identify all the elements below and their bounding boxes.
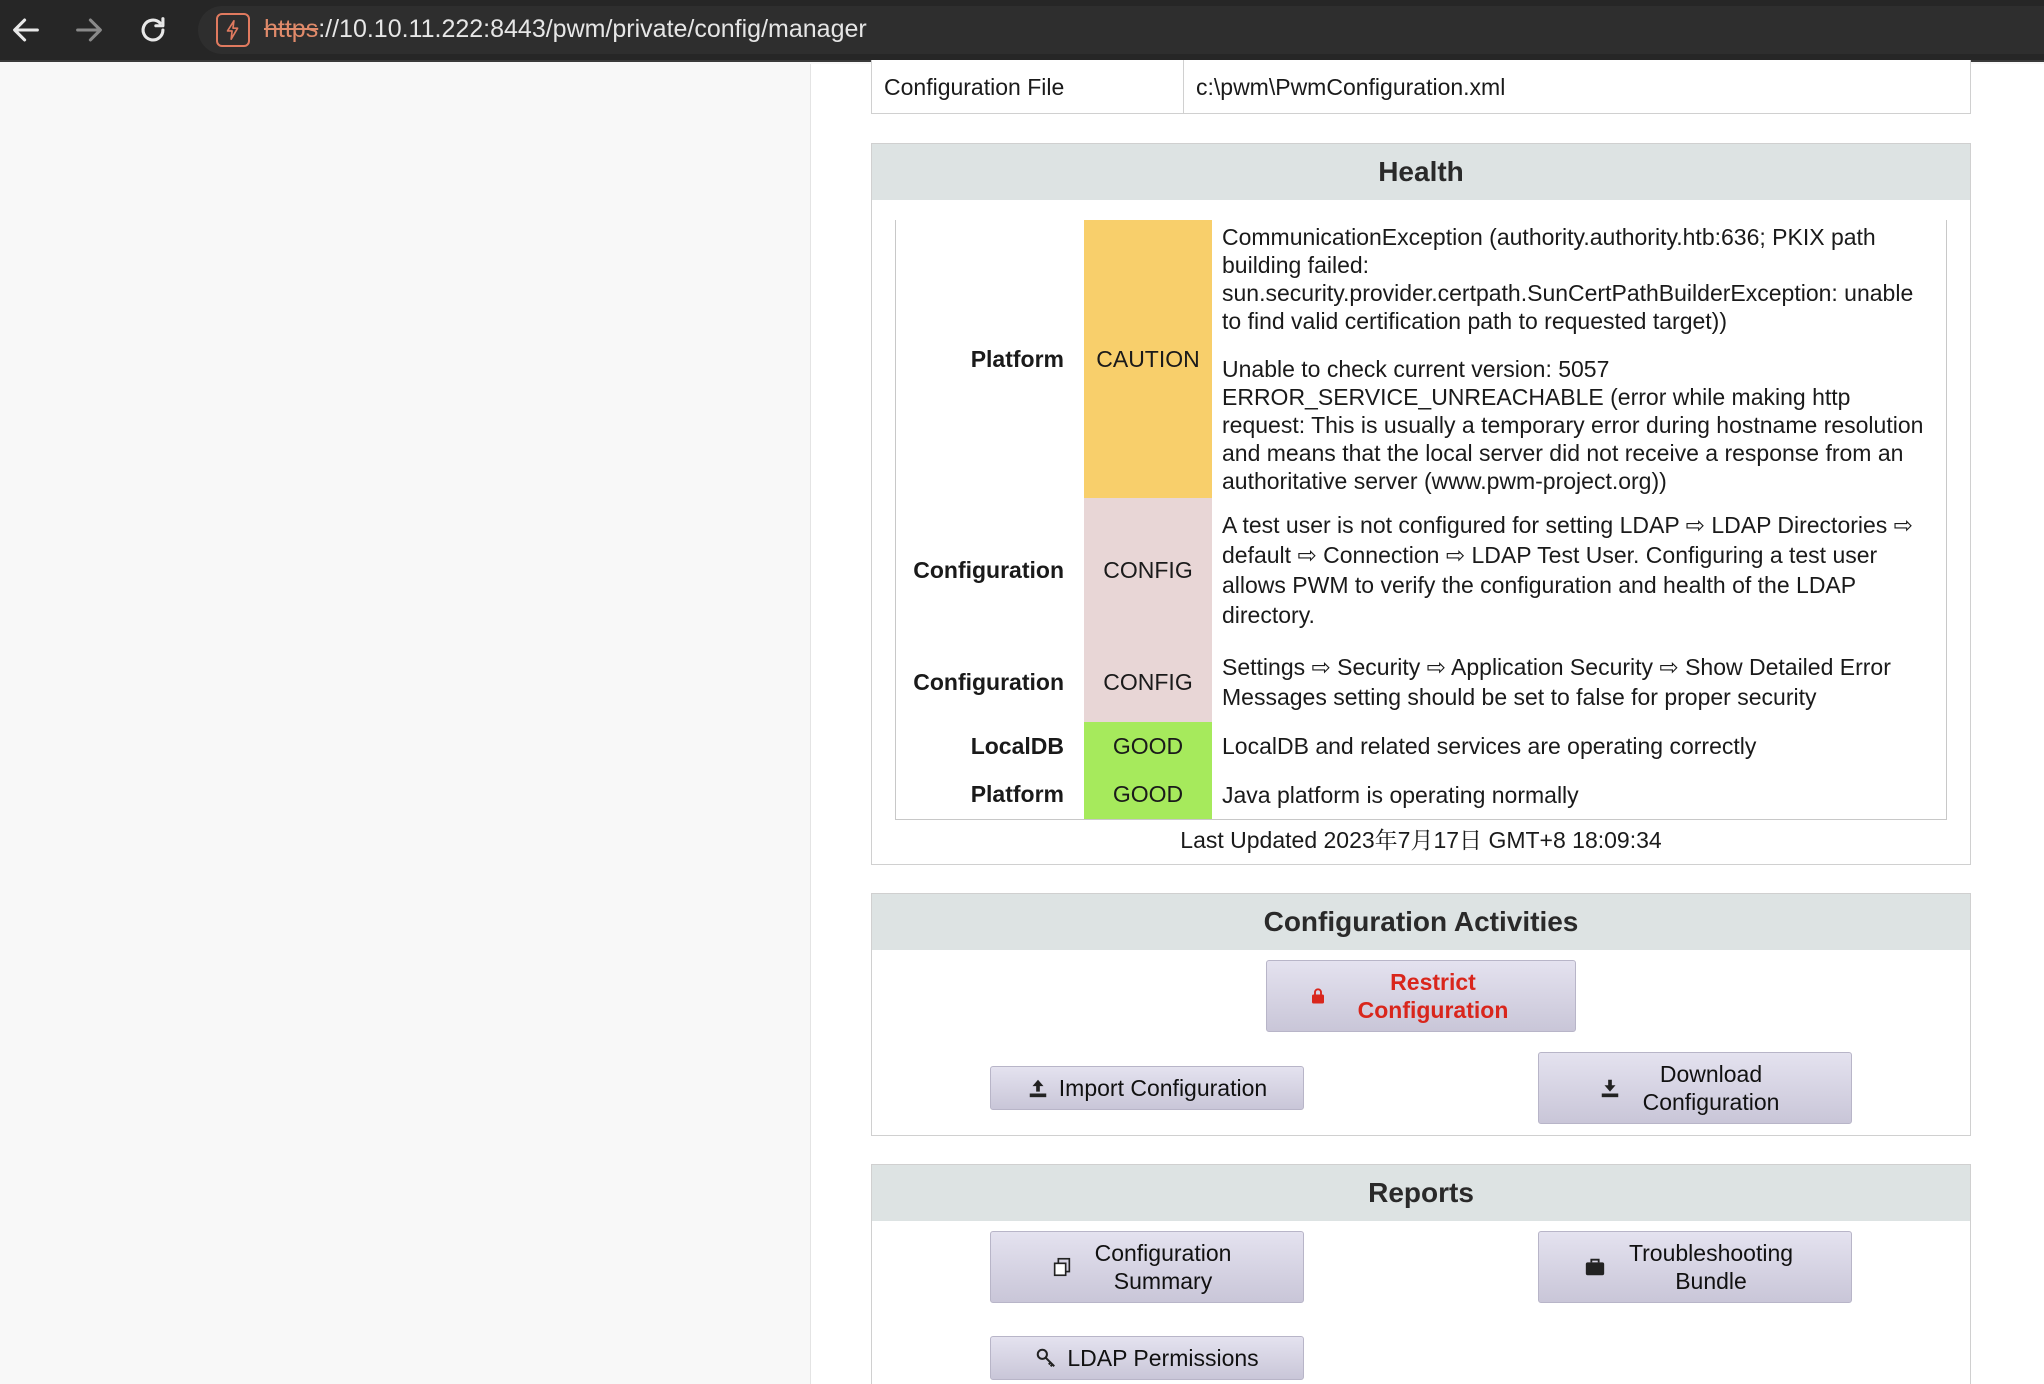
health-detail [1212, 770, 1946, 819]
health-section [871, 143, 1971, 865]
reports-title: Reports [872, 1165, 1970, 1221]
health-topic: Platform [970, 345, 1064, 372]
import-configuration-button[interactable] [990, 1066, 1304, 1110]
health-row [896, 722, 1946, 770]
status-badge: CONFIG [1084, 498, 1212, 642]
health-message: A test user is not configured for setting LDAP ⇨ LDAP Directories ⇨ default ⇨ Connection ⇨ LDAP Test User. Configuring a test user allows PWM to verify the configuration and health of the LDAP directory. [1222, 512, 1913, 628]
reload-button[interactable] [131, 8, 175, 52]
restrict-configuration-label: Restrict Configuration [1357, 969, 1509, 1023]
config-file-label: Configuration File [872, 60, 1184, 113]
insecure-site-icon[interactable] [216, 13, 250, 47]
browser-toolbar [0, 0, 2044, 62]
status-badge: CAUTION [1084, 220, 1212, 498]
health-message: CommunicationException (authority.authority.htb:636; PKIX path building failed: sun.security.provider.certpath.SunCertPathBuilderException: unable to find valid certification path to requested target)) [1222, 224, 1914, 334]
health-table [895, 220, 1947, 820]
health-message: Unable to check current version: 5057 ERROR_SERVICE_UNREACHABLE (error while making http request: This is usually a temporary error during hostname resolution and means that the local server did not receive a response from an authoritative server (www.pwm-project.org)) [1222, 356, 1924, 494]
ldap-permissions-button[interactable] [990, 1336, 1304, 1380]
download-configuration-button[interactable] [1538, 1052, 1852, 1124]
health-topic: Configuration [913, 556, 1064, 583]
forward-button[interactable] [67, 8, 111, 52]
url-path: ://10.10.11.222:8443/pwm/private/config/manager [318, 15, 867, 43]
briefcase-icon [1584, 1256, 1606, 1278]
health-row [896, 220, 1946, 498]
status-badge: GOOD [1084, 770, 1212, 819]
arrow-left-icon [9, 13, 43, 47]
health-message: Settings ⇨ Security ⇨ Application Security ⇨ Show Detailed Error Messages setting should be set to false for proper security [1222, 654, 1891, 710]
left-empty-pane [0, 64, 810, 1384]
config-file-value: c:\pwm\PwmConfiguration.xml [1196, 74, 1506, 100]
health-title: Health [872, 144, 1970, 200]
back-button[interactable] [4, 8, 48, 52]
health-detail [1212, 498, 1946, 642]
health-detail [1212, 642, 1946, 722]
health-topic: Platform [970, 781, 1064, 807]
health-row [896, 498, 1946, 642]
download-configuration-label: Download Configuration [1642, 1061, 1780, 1115]
copy-icon [1051, 1256, 1073, 1278]
health-row [896, 642, 1946, 722]
health-topic: LocalDB [970, 732, 1064, 759]
download-icon [1599, 1077, 1621, 1099]
upload-icon [1027, 1077, 1049, 1099]
health-detail [1212, 722, 1946, 770]
status-badge: GOOD [1084, 722, 1212, 770]
config-file-row [871, 60, 1971, 114]
lock-icon [1309, 987, 1327, 1005]
arrow-right-icon [72, 13, 106, 47]
url-scheme: https [264, 15, 319, 43]
reports-section [871, 1164, 1971, 1384]
reload-icon [136, 13, 170, 47]
configuration-summary-button[interactable] [990, 1231, 1304, 1303]
ldap-permissions-label: LDAP Permissions [1067, 1345, 1259, 1371]
status-badge: CONFIG [1084, 642, 1212, 722]
health-message: LocalDB and related services are operating correctly [1222, 733, 1757, 759]
health-message: Java platform is operating normally [1222, 781, 1579, 808]
configuration-summary-label: Configuration Summary [1094, 1240, 1232, 1294]
troubleshooting-bundle-label: Troubleshooting Bundle [1628, 1240, 1794, 1294]
activities-title: Configuration Activities [872, 894, 1970, 950]
health-topic: Configuration [913, 668, 1064, 695]
health-detail [1212, 220, 1946, 498]
url-text [264, 14, 867, 44]
troubleshooting-bundle-button[interactable] [1538, 1231, 1852, 1303]
import-configuration-label: Import Configuration [1058, 1075, 1268, 1101]
configuration-activities-section [871, 893, 1971, 1136]
address-bar[interactable] [198, 6, 2044, 54]
last-updated: Last Updated 2023年7月17日 GMT+8 18:09:34 [1180, 827, 1662, 853]
key-icon [1035, 1347, 1057, 1369]
restrict-configuration-button[interactable] [1266, 960, 1576, 1032]
health-row [896, 770, 1946, 819]
